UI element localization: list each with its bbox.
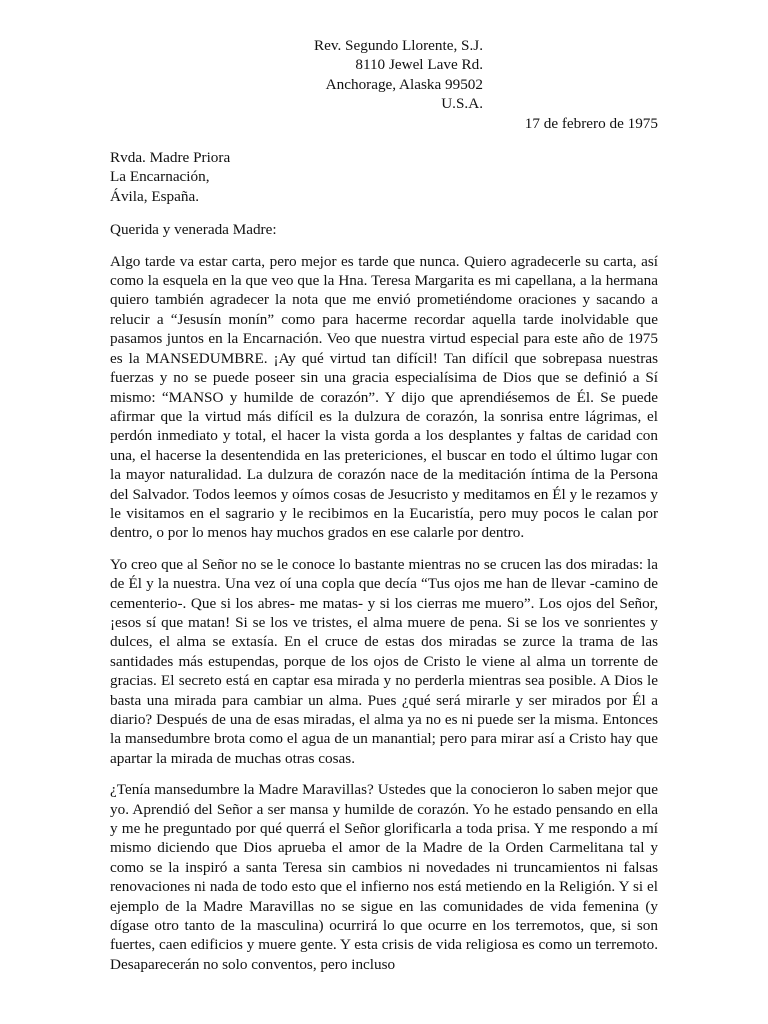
recipient-address [110, 148, 658, 206]
sender-address [110, 36, 483, 114]
body-paragraph-3: ¿Tenía mansedumbre la Madre Maravillas? Ustedes que la conocieron lo saben mejor que yo. Aprendió del Señor a ser mansa y humilde de corazón. Yo he estado pensando en ella y me he preguntado por qué querrá el Señor glorificarla a toda prisa. Y me respondo a mí mismo diciendo que Dios aprueba el amor de la Madre de la Orden Carmelitana tal y como se la inspiró a santa Teresa sin cambios ni novedades ni truncamientos ni falsas renovaciones ni nada de todo esto que el infierno nos está metiendo en la Religión. Y si el ejemplo de la Madre Maravillas no se sigue en las comunidades de vida femenina (y dígase otro tanto de la masculina) ocurrirá lo que ocurre en los terremotos, que, si son fuertes, caen edificios y muere gente. Y esta crisis de vida religiosa es como un terremoto. Desaparecerán no solo conventos, pero incluso [110, 781, 658, 973]
recipient-line-3: Ávila, España. [110, 187, 199, 205]
sender-country: U.S.A. [441, 95, 483, 113]
sender-city: Anchorage, Alaska 99502 [325, 75, 483, 93]
sender-name: Rev. Segundo Llorente, S.J. [313, 37, 483, 54]
salutation: Querida y venerada Madre: [110, 221, 277, 239]
recipient-line-2: La Encarnación, [110, 168, 210, 186]
body-paragraph-2: Yo creo que al Señor no se le conoce lo bastante mientras no se crucen las dos miradas: la de Él y la nuestra. Una vez oí una copla que decía “Tus ojos me han de llevar -camino de cementerio-. Que si los abres- me matas- y si los cierras me muero”. Los ojos del Señor, ¡esos sí que matan! Si se los ve tristes, el alma muere de pena. Si se los ve sonrientes y dulces, el alma se extasía. En el cruce de estas dos miradas se zurce la trama de las santidades más estupendas, porque de los ojos de Cristo le viene al alma un torrente de gracias. El secreto está en captar esa mirada y no perderla mientras sea posible. A Dios le basta una mirada para cambiar un alma. Pues ¿qué será mirarle y ser mirados por Él a diario? Después de una de esas miradas, el alma ya no es ni puede ser la misma. Entonces la mansedumbre brota como el agua de un manantial; pero para mirar así a Cristo hay que apartar la mirada de muchas otras cosas. [110, 555, 658, 767]
sender-street: 8110 Jewel Lave Rd. [355, 56, 483, 74]
letter-page [110, 36, 658, 974]
body-paragraph-1: Algo tarde va estar carta, pero mejor es tarde que nunca. Quiero agradecerle su carta, así como la esquela en la que veo que la Hna. Teresa Margarita es mi capellana, a la hermana quiero también agradecer la nota que me envió prometiéndome oraciones y sacando a relucir a “Jesusín monín” como para hacerme recordar aquella tarde inolvidable que pasamos juntos en la Encarnación. Veo que nuestra virtud especial para este año de 1975 es la MANSEDUMBRE. ¡Ay qué virtud tan difícil! Tan difícil que sobrepasa nuestras fuerzas y no se puede poseer sin una gracia especialísima de Dios que se definió a Sí mismo: “MANSO y humilde de corazón”. Y dijo que aprendiésemos de Él. Se puede afirmar que la virtud más difícil es la dulzura de corazón, la sonrisa entre lágrimas, el perdón inmediato y total, el hacer la vista gorda a los desplantes y faltas de caridad con una, el hacerse la desentendida en las pretericiones, el buscar en todo el último lugar con la mayor naturalidad. La dulzura de corazón nace de la meditación íntima de la Persona del Salvador. Todos leemos y oímos cosas de Jesucristo y meditamos en Él y le rezamos y le visitamos en el sagrario y le recibimos en la Eucaristía, pero muy pocos le calan por dentro, o por lo menos hay muchos grados en ese calarle por dentro. [110, 252, 658, 542]
letter-date: 17 de febrero de 1975 [524, 114, 658, 132]
recipient-line-1: Rvda. Madre Priora [110, 149, 231, 167]
